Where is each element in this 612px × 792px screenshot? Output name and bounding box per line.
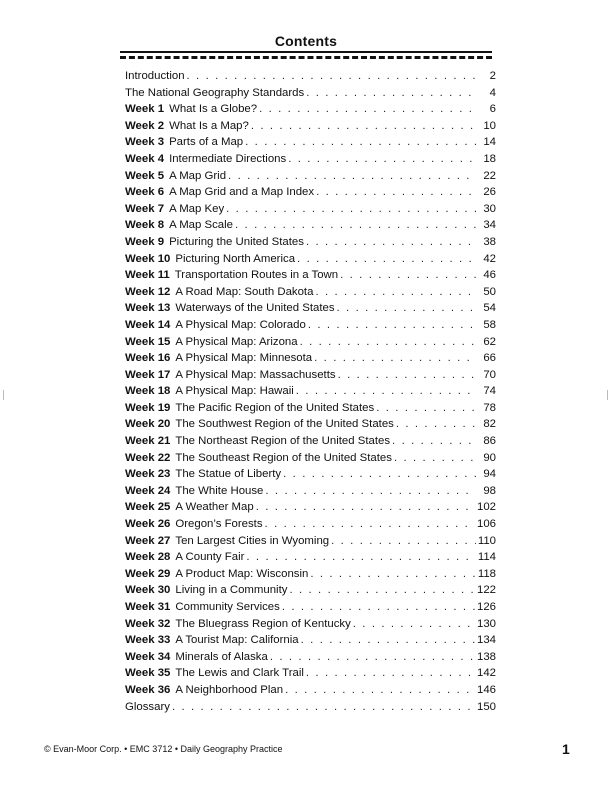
toc-entry: [125, 665, 496, 682]
toc-title: Minerals of Alaska: [175, 650, 268, 663]
toc-leader-dots: [282, 599, 475, 616]
toc-title: A County Fair: [175, 551, 245, 564]
toc-entry: [125, 649, 496, 666]
toc-leader-dots: [172, 699, 475, 716]
table-of-contents: [125, 68, 496, 715]
toc-entry: [125, 499, 496, 516]
toc-title: What Is a Map?: [169, 119, 249, 132]
toc-week-label: Week 35: [125, 667, 171, 680]
toc-leader-dots: [283, 466, 476, 483]
toc-page-number: 78: [483, 401, 496, 414]
title-rule-dashed: [120, 56, 492, 59]
toc-week-label: Week 13: [125, 302, 171, 315]
toc-leader-dots: [246, 549, 475, 566]
toc-title: Ten Largest Cities in Wyoming: [175, 534, 330, 547]
toc-entry: [125, 334, 496, 351]
right-edge-mark: [607, 390, 608, 400]
toc-page-number: 22: [483, 169, 496, 182]
toc-week-label: Week 23: [125, 468, 171, 481]
toc-page-number: 134: [476, 634, 496, 647]
toc-leader-dots: [353, 616, 475, 633]
toc-page-number: 94: [483, 468, 496, 481]
toc-week-label: Week 10: [125, 252, 171, 265]
toc-title: A Map Grid: [169, 169, 227, 182]
toc-entry: [125, 483, 496, 500]
toc-page-number: 106: [476, 518, 496, 531]
toc-week-label: Week 34: [125, 650, 171, 663]
toc-entry: [125, 699, 496, 716]
toc-page-number: 122: [476, 584, 496, 597]
toc-title: The Southeast Region of the United States: [175, 451, 392, 464]
toc-leader-dots: [270, 649, 475, 666]
toc-leader-dots: [338, 367, 476, 384]
toc-title: A Physical Map: Massachusetts: [175, 368, 336, 381]
toc-leader-dots: [314, 350, 476, 367]
toc-title: The National Geography Standards: [125, 86, 305, 99]
toc-week-label: Week 3: [125, 136, 165, 149]
toc-page-number: 6: [489, 103, 496, 116]
page-number: 1: [562, 741, 570, 757]
toc-entry: [125, 251, 496, 268]
toc-entry: [125, 118, 496, 135]
toc-week-label: Week 2: [125, 119, 165, 132]
toc-entry: [125, 632, 496, 649]
toc-page-number: 98: [483, 484, 496, 497]
toc-page-number: 102: [476, 501, 496, 514]
toc-week-label: Week 15: [125, 335, 171, 348]
toc-week-label: Week 32: [125, 617, 171, 630]
toc-week-label: Week 8: [125, 219, 165, 232]
toc-title: The Bluegrass Region of Kentucky: [175, 617, 351, 630]
toc-entry: [125, 317, 496, 334]
toc-week-label: Week 6: [125, 186, 165, 199]
toc-leader-dots: [300, 334, 476, 351]
toc-week-label: Week 30: [125, 584, 171, 597]
toc-entry: [125, 68, 496, 85]
toc-week-label: Week 36: [125, 683, 171, 696]
toc-page-number: 82: [483, 418, 496, 431]
toc-page-number: 26: [483, 186, 496, 199]
toc-title: Picturing the United States: [169, 235, 304, 248]
toc-week-label: Week 26: [125, 518, 171, 531]
toc-page-number: 70: [483, 368, 496, 381]
toc-entry: [125, 151, 496, 168]
toc-leader-dots: [259, 101, 476, 118]
toc-title: A Neighborhood Plan: [175, 683, 284, 696]
toc-leader-dots: [392, 433, 476, 450]
toc-entry: [125, 400, 496, 417]
toc-title: What Is a Globe?: [169, 103, 258, 116]
toc-entry: [125, 134, 496, 151]
toc-week-label: Week 31: [125, 601, 171, 613]
toc-title: Picturing North America: [175, 252, 296, 265]
toc-title: A Product Map: Wisconsin: [175, 567, 309, 580]
toc-title: A Physical Map: Arizona: [175, 335, 298, 348]
toc-title: The Statue of Liberty: [175, 468, 282, 481]
toc-title: Transportation Routes in a Town: [174, 269, 339, 282]
toc-page-number: 138: [476, 650, 496, 663]
toc-leader-dots: [308, 317, 476, 334]
toc-page-number: 142: [476, 667, 496, 680]
toc-leader-dots: [396, 416, 476, 433]
toc-leader-dots: [289, 582, 475, 599]
toc-page-number: 130: [476, 617, 496, 630]
toc-leader-dots: [265, 483, 476, 500]
toc-leader-dots: [306, 234, 476, 251]
toc-title: Community Services: [175, 601, 280, 613]
toc-week-label: Week 25: [125, 501, 171, 514]
toc-entry: [125, 267, 496, 284]
toc-week-label: Week 19: [125, 401, 171, 414]
toc-title: A Tourist Map: California: [175, 634, 299, 647]
toc-title: The Southwest Region of the United States: [175, 418, 394, 431]
toc-week-label: Week 27: [125, 534, 171, 547]
toc-entry: [125, 168, 496, 185]
toc-week-label: Week 1: [125, 103, 165, 116]
toc-entry: [125, 582, 496, 599]
toc-entry: [125, 234, 496, 251]
toc-leader-dots: [297, 251, 476, 268]
toc-entry: [125, 184, 496, 201]
toc-week-label: Week 12: [125, 285, 171, 298]
toc-title: A Physical Map: Minnesota: [175, 352, 313, 365]
toc-entry: [125, 533, 496, 550]
toc-leader-dots: [235, 217, 476, 234]
toc-entry: [125, 566, 496, 583]
toc-title: A Road Map: South Dakota: [175, 285, 314, 298]
toc-week-label: Week 17: [125, 368, 171, 381]
toc-entry: [125, 350, 496, 367]
toc-page-number: 74: [483, 385, 496, 398]
toc-leader-dots: [340, 267, 476, 284]
toc-entry: [125, 450, 496, 467]
toc-leader-dots: [315, 284, 476, 301]
toc-title: A Physical Map: Colorado: [175, 318, 306, 331]
toc-entry: [125, 101, 496, 118]
toc-leader-dots: [310, 566, 475, 583]
toc-title: Introduction: [125, 70, 185, 82]
toc-leader-dots: [256, 499, 475, 516]
toc-title: Glossary: [125, 700, 170, 713]
toc-entry: [125, 433, 496, 450]
toc-entry: [125, 300, 496, 317]
toc-week-label: Week 20: [125, 418, 171, 431]
toc-page-number: 4: [489, 86, 496, 99]
toc-title: The White House: [175, 484, 264, 497]
toc-week-label: Week 7: [125, 202, 165, 215]
toc-page-number: 86: [483, 435, 496, 448]
toc-title: The Lewis and Clark Trail: [175, 667, 304, 680]
left-edge-mark: [3, 390, 4, 400]
toc-leader-dots: [331, 533, 476, 550]
toc-page-number: 38: [483, 235, 496, 248]
toc-leader-dots: [265, 516, 475, 533]
toc-leader-dots: [337, 300, 476, 317]
toc-page-number: 18: [483, 152, 496, 165]
toc-leader-dots: [306, 665, 475, 682]
toc-entry: [125, 383, 496, 400]
toc-week-label: Week 4: [125, 152, 165, 165]
toc-page-number: 34: [483, 219, 496, 232]
toc-page-number: 114: [477, 551, 496, 564]
toc-title: A Map Scale: [169, 219, 234, 232]
toc-leader-dots: [245, 134, 476, 151]
toc-week-label: Week 14: [125, 318, 171, 331]
toc-title: Oregon’s Forests: [175, 518, 263, 531]
toc-leader-dots: [394, 450, 476, 467]
footer-text: © Evan-Moor Corp. • EMC 3712 • Daily Geography Practice: [44, 744, 283, 754]
toc-week-label: Week 24: [125, 484, 171, 497]
toc-entry: [125, 549, 496, 566]
toc-page-number: 150: [476, 700, 496, 713]
toc-leader-dots: [316, 184, 476, 201]
toc-title: Parts of a Map: [169, 136, 244, 149]
toc-page-number: 62: [483, 335, 496, 348]
toc-page-number: 50: [483, 285, 496, 298]
toc-leader-dots: [226, 201, 476, 218]
toc-page-number: 14: [483, 136, 496, 149]
toc-leader-dots: [296, 383, 476, 400]
toc-week-label: Week 11: [125, 269, 170, 282]
toc-title: Living in a Community: [175, 584, 288, 597]
toc-page-number: 2: [489, 70, 496, 82]
toc-page-number: 118: [477, 567, 496, 580]
toc-week-label: Week 5: [125, 169, 165, 182]
toc-page-number: 46: [483, 269, 496, 282]
toc-leader-dots: [228, 168, 476, 185]
toc-title: A Physical Map: Hawaii: [175, 385, 294, 398]
toc-page-number: 146: [476, 683, 496, 696]
toc-page-number: 110: [477, 534, 496, 547]
toc-leader-dots: [301, 632, 475, 649]
toc-entry: [125, 85, 496, 102]
toc-title: Waterways of the United States: [175, 302, 335, 315]
toc-entry: [125, 367, 496, 384]
toc-page-number: 58: [483, 318, 496, 331]
toc-page-number: 30: [483, 202, 496, 215]
toc-entry: [125, 466, 496, 483]
toc-week-label: Week 22: [125, 451, 171, 464]
toc-page-number: 54: [483, 302, 496, 315]
toc-title: The Northeast Region of the United States: [175, 435, 391, 448]
toc-entry: [125, 201, 496, 218]
toc-entry: [125, 217, 496, 234]
toc-week-label: Week 9: [125, 235, 165, 248]
toc-title: A Weather Map: [175, 501, 254, 514]
toc-week-label: Week 21: [125, 435, 171, 448]
toc-title: A Map Grid and a Map Index: [169, 186, 315, 199]
toc-page-number: 10: [483, 119, 496, 132]
toc-entry: [125, 616, 496, 633]
toc-page-number: 126: [476, 601, 496, 613]
toc-week-label: Week 16: [125, 352, 171, 365]
toc-page-number: 66: [483, 352, 496, 365]
toc-entry: [125, 682, 496, 699]
toc-entry: [125, 284, 496, 301]
page-title: Contents: [274, 33, 338, 49]
toc-page-number: 42: [483, 252, 496, 265]
toc-leader-dots: [376, 400, 476, 417]
toc-week-label: Week 28: [125, 551, 171, 564]
toc-entry: [125, 516, 496, 533]
toc-entry: [125, 599, 496, 616]
toc-title: A Map Key: [169, 202, 225, 215]
toc-title: The Pacific Region of the United States: [175, 401, 375, 414]
toc-page-number: 90: [483, 451, 496, 464]
toc-leader-dots: [251, 118, 476, 135]
toc-leader-dots: [285, 682, 475, 699]
toc-leader-dots: [187, 68, 476, 85]
toc-week-label: Week 29: [125, 567, 171, 580]
toc-leader-dots: [288, 151, 476, 168]
toc-entry: [125, 416, 496, 433]
toc-week-label: Week 18: [125, 385, 171, 398]
title-rule-solid: [120, 51, 492, 53]
toc-week-label: Week 33: [125, 634, 171, 647]
toc-title: Intermediate Directions: [169, 152, 287, 165]
toc-leader-dots: [306, 85, 476, 102]
